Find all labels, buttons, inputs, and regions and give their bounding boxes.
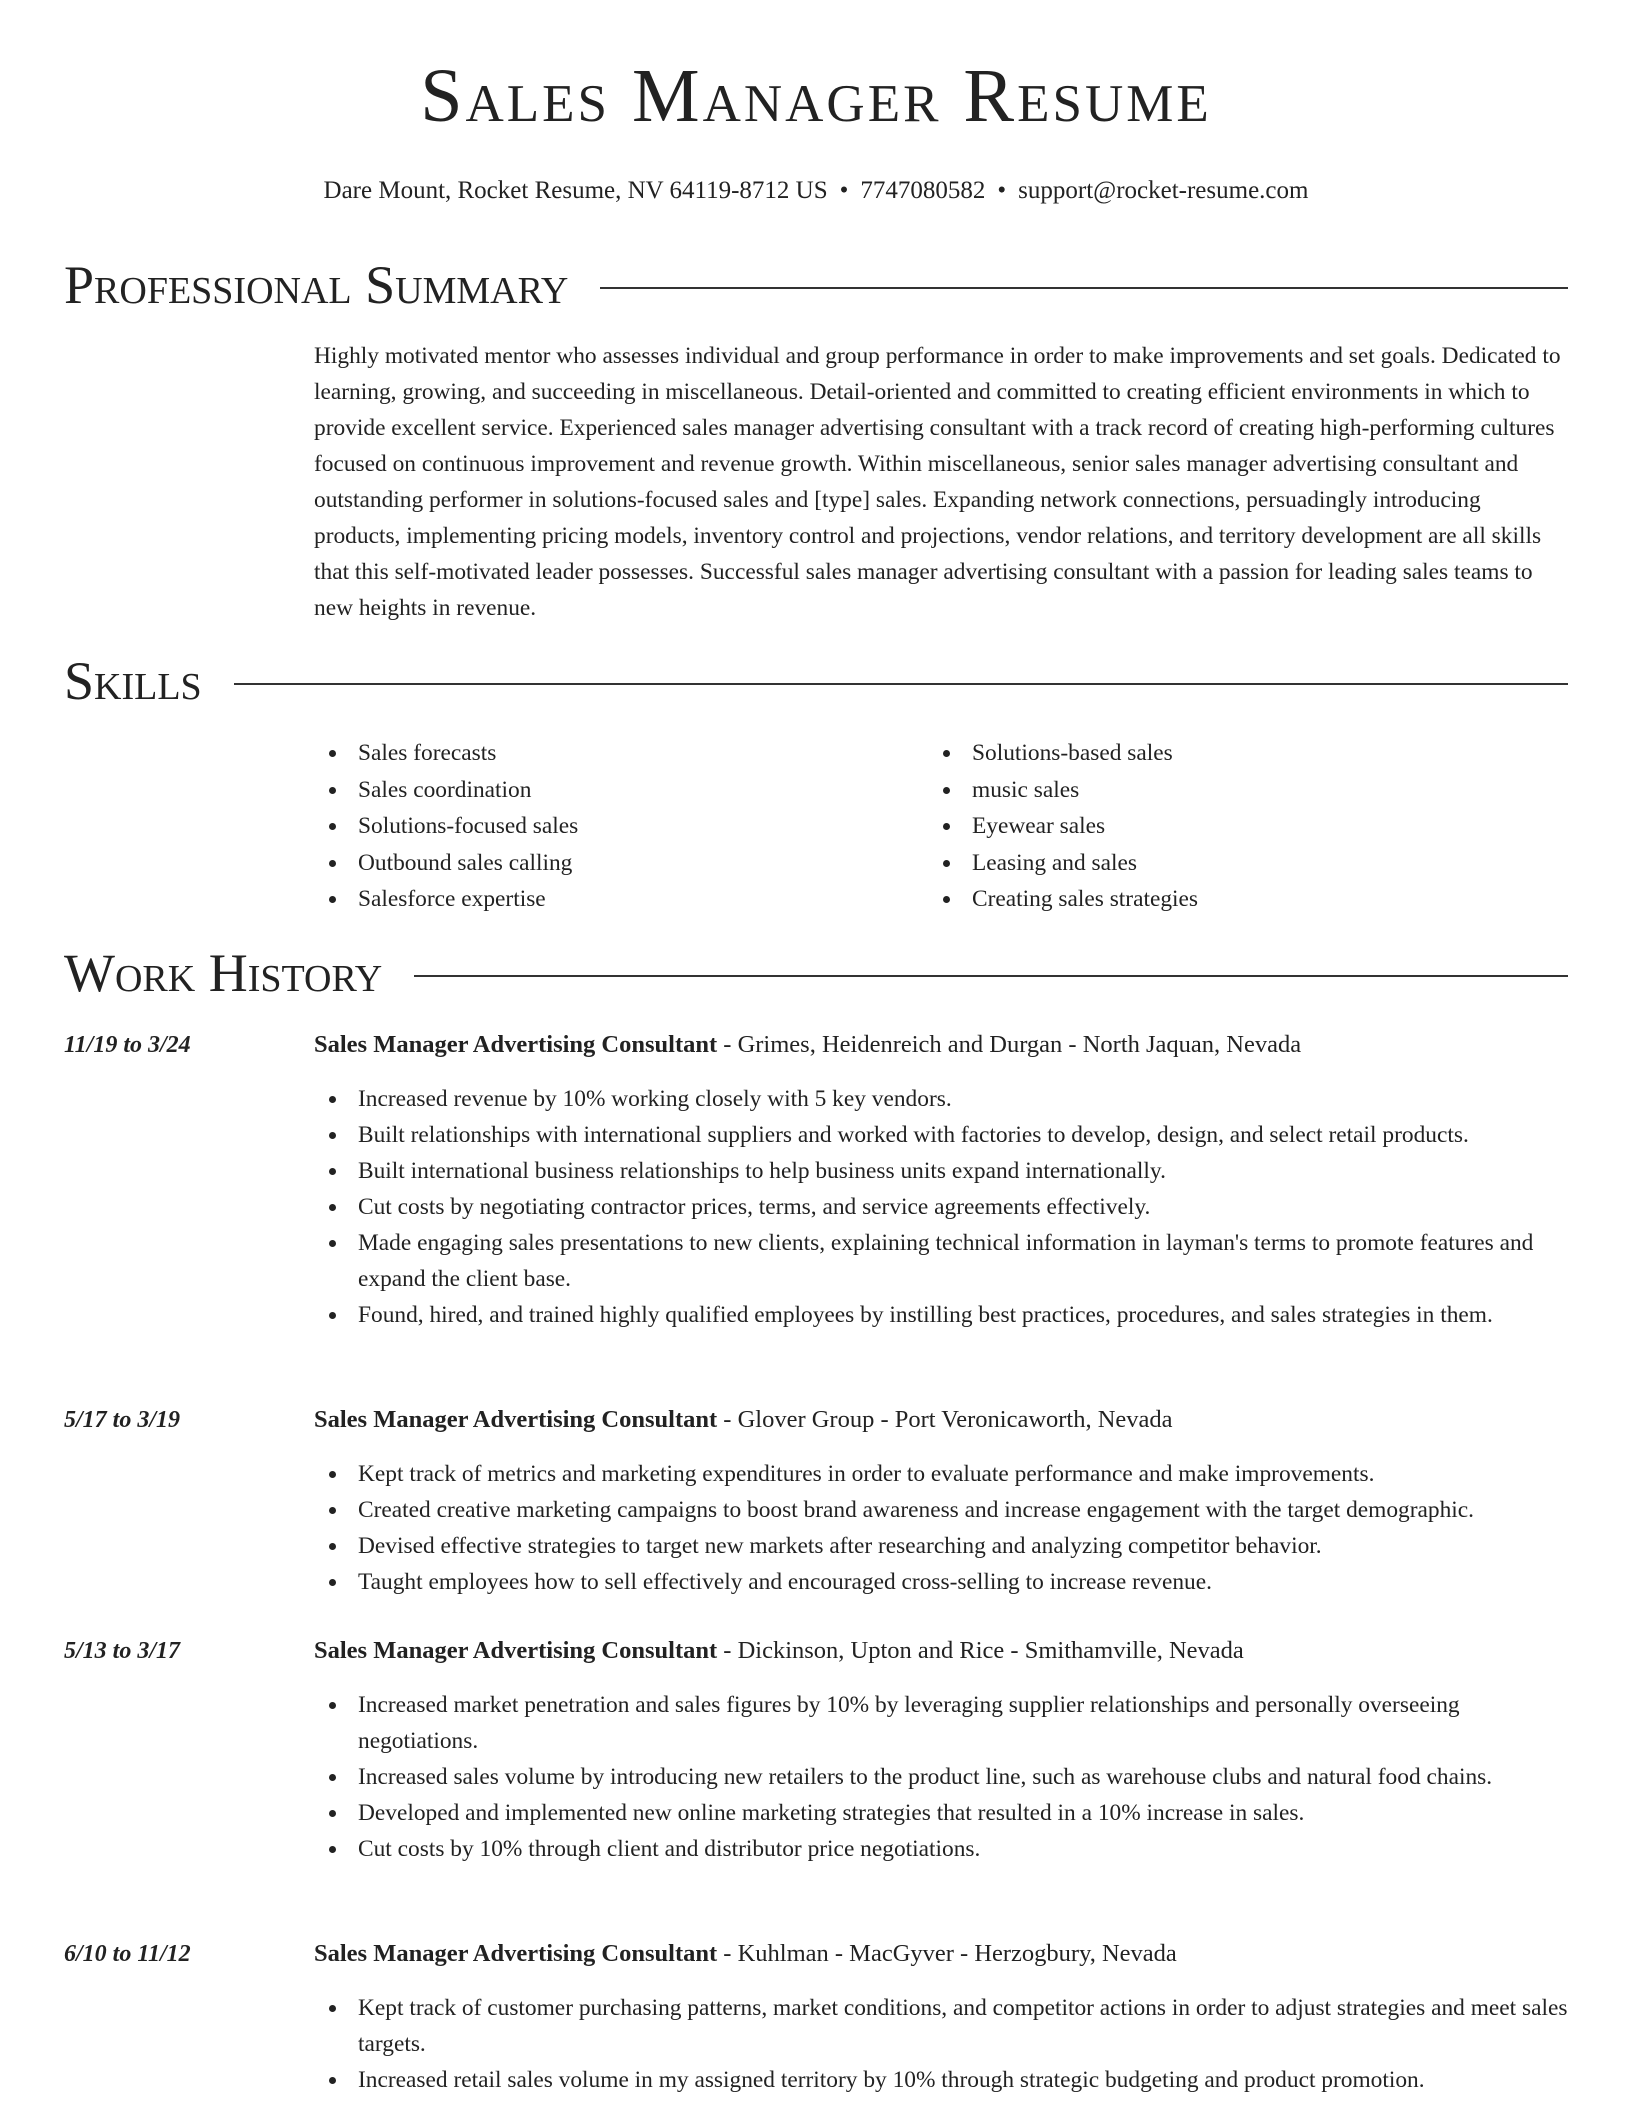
summary-section-header <box>64 255 1568 315</box>
job-bullet: Found, hired, and trained highly qualified employees by instilling best practices, procedures, and sales strategies in them. <box>314 1297 1568 1333</box>
job-bullet: Made engaging sales presentations to new clients, explaining technical information in layman's terms to promote features and expand the client base. <box>314 1225 1568 1297</box>
job-bullets <box>314 1990 1568 2098</box>
job-bullet: Kept track of metrics and marketing expenditures in order to evaluate performance and make improvements. <box>314 1456 1568 1492</box>
skill-item: music sales <box>928 772 1528 809</box>
contact-phone: 7747080582 <box>860 177 986 204</box>
job-bullet: Devised effective strategies to target new markets after researching and analyzing competitor behavior. <box>314 1528 1568 1564</box>
contact-line <box>0 176 1632 206</box>
job-employer: - Kuhlman - MacGyver - Herzogbury, Nevada <box>717 1940 1177 1967</box>
skills-section-header <box>64 651 1568 711</box>
job-bullet: Built relationships with international suppliers and worked with factories to develop, design, and select retail products. <box>314 1117 1568 1153</box>
job-headline <box>314 1029 1568 1061</box>
job-bullet: Built international business relationships to help business units expand internationally. <box>314 1153 1568 1189</box>
contact-address: Dare Mount, Rocket Resume, NV 64119-8712 US <box>323 177 828 204</box>
contact-separator: • <box>997 177 1007 204</box>
job-title: Sales Manager Advertising Consultant <box>314 1637 718 1664</box>
job-bullet: Created creative marketing campaigns to boost brand awareness and increase engagement with the target demographic. <box>314 1492 1568 1528</box>
job-employer: - Glover Group - Port Veronicaworth, Nevada <box>717 1406 1173 1433</box>
job-bullet: Cut costs by negotiating contractor prices, terms, and service agreements effectively. <box>314 1189 1568 1225</box>
job-bullets <box>314 1081 1568 1333</box>
job-dates: 6/10 to 11/12 <box>64 1941 191 1967</box>
contact-separator: • <box>839 177 849 204</box>
job-bullet: Increased revenue by 10% working closely with 5 key vendors. <box>314 1081 1568 1117</box>
skill-item: Salesforce expertise <box>314 881 874 918</box>
job-bullet: Taught employees how to sell effectively and encouraged cross-selling to increase revenue. <box>314 1564 1568 1600</box>
work-heading: Work History <box>64 943 383 1003</box>
section-divider <box>600 287 1568 289</box>
job-bullet: Increased retail sales volume in my assigned territory by 10% through strategic budgeting and product promotion. <box>314 2062 1568 2098</box>
skills-list-left <box>314 735 874 918</box>
job-bullet: Developed and implemented new online marketing strategies that resulted in a 10% increase in sales. <box>314 1795 1568 1831</box>
job-bullets <box>314 1456 1568 1600</box>
section-divider <box>234 683 1568 685</box>
job-title: Sales Manager Advertising Consultant <box>314 1940 718 1967</box>
skill-item: Leasing and sales <box>928 845 1528 882</box>
job-headline <box>314 1404 1568 1436</box>
job-title: Sales Manager Advertising Consultant <box>314 1031 718 1058</box>
job-dates: 11/19 to 3/24 <box>64 1032 191 1058</box>
job-title: Sales Manager Advertising Consultant <box>314 1406 718 1433</box>
job-headline <box>314 1938 1568 1970</box>
skill-item: Outbound sales calling <box>314 845 874 882</box>
skill-item: Creating sales strategies <box>928 881 1528 918</box>
skill-item: Solutions-focused sales <box>314 808 874 845</box>
resume-title: Sales Manager Resume <box>420 54 1212 138</box>
job-employer: - Grimes, Heidenreich and Durgan - North Jaquan, Nevada <box>717 1031 1302 1058</box>
job-bullets <box>314 1687 1568 1867</box>
section-divider <box>414 975 1568 977</box>
skill-item: Sales forecasts <box>314 735 874 772</box>
summary-heading: Professional Summary <box>64 255 569 315</box>
summary-text: Highly motivated mentor who assesses individual and group performance in order to make improvements and set goals. Dedicated to learning, growing, and succeeding in miscellaneous. Detail-oriented and committed to creating efficient environments in which to provide excellent service. Experienced sales manager advertising consultant with a track record of creating high-performing cultures focused on continuous improvement and revenue growth. Within miscellaneous, senior sales manager advertising consultant and outstanding performer in solutions-focused sales and [type] sales. Expanding network connections, persuadingly introducing products, implementing pricing models, inventory control and projections, vendor relations, and territory development are all skills that this self-motivated leader possesses. Successful sales manager advertising consultant with a passion for leading sales teams to new heights in revenue. <box>314 343 1561 621</box>
skills-heading: Skills <box>64 651 202 711</box>
job-bullet: Increased sales volume by introducing new retailers to the product line, such as warehouse clubs and natural food chains. <box>314 1759 1568 1795</box>
skill-item: Sales coordination <box>314 772 874 809</box>
job-dates: 5/13 to 3/17 <box>64 1638 181 1664</box>
job-bullet: Cut costs by 10% through client and distributor price negotiations. <box>314 1831 1568 1867</box>
contact-email: support@rocket-resume.com <box>1018 177 1309 204</box>
skills-list-right <box>928 735 1528 918</box>
job-bullet: Increased market penetration and sales figures by 10% by leveraging supplier relationships and personally overseeing negotiations. <box>314 1687 1568 1759</box>
job-employer: - Dickinson, Upton and Rice - Smithamville, Nevada <box>717 1637 1244 1664</box>
job-headline <box>314 1635 1568 1667</box>
work-section-header <box>64 943 1568 1003</box>
skill-item: Eyewear sales <box>928 808 1528 845</box>
skill-item: Solutions-based sales <box>928 735 1528 772</box>
job-dates: 5/17 to 3/19 <box>64 1407 181 1433</box>
job-bullet: Kept track of customer purchasing patterns, market conditions, and competitor actions in order to adjust strategies and meet sales targets. <box>314 1990 1568 2062</box>
